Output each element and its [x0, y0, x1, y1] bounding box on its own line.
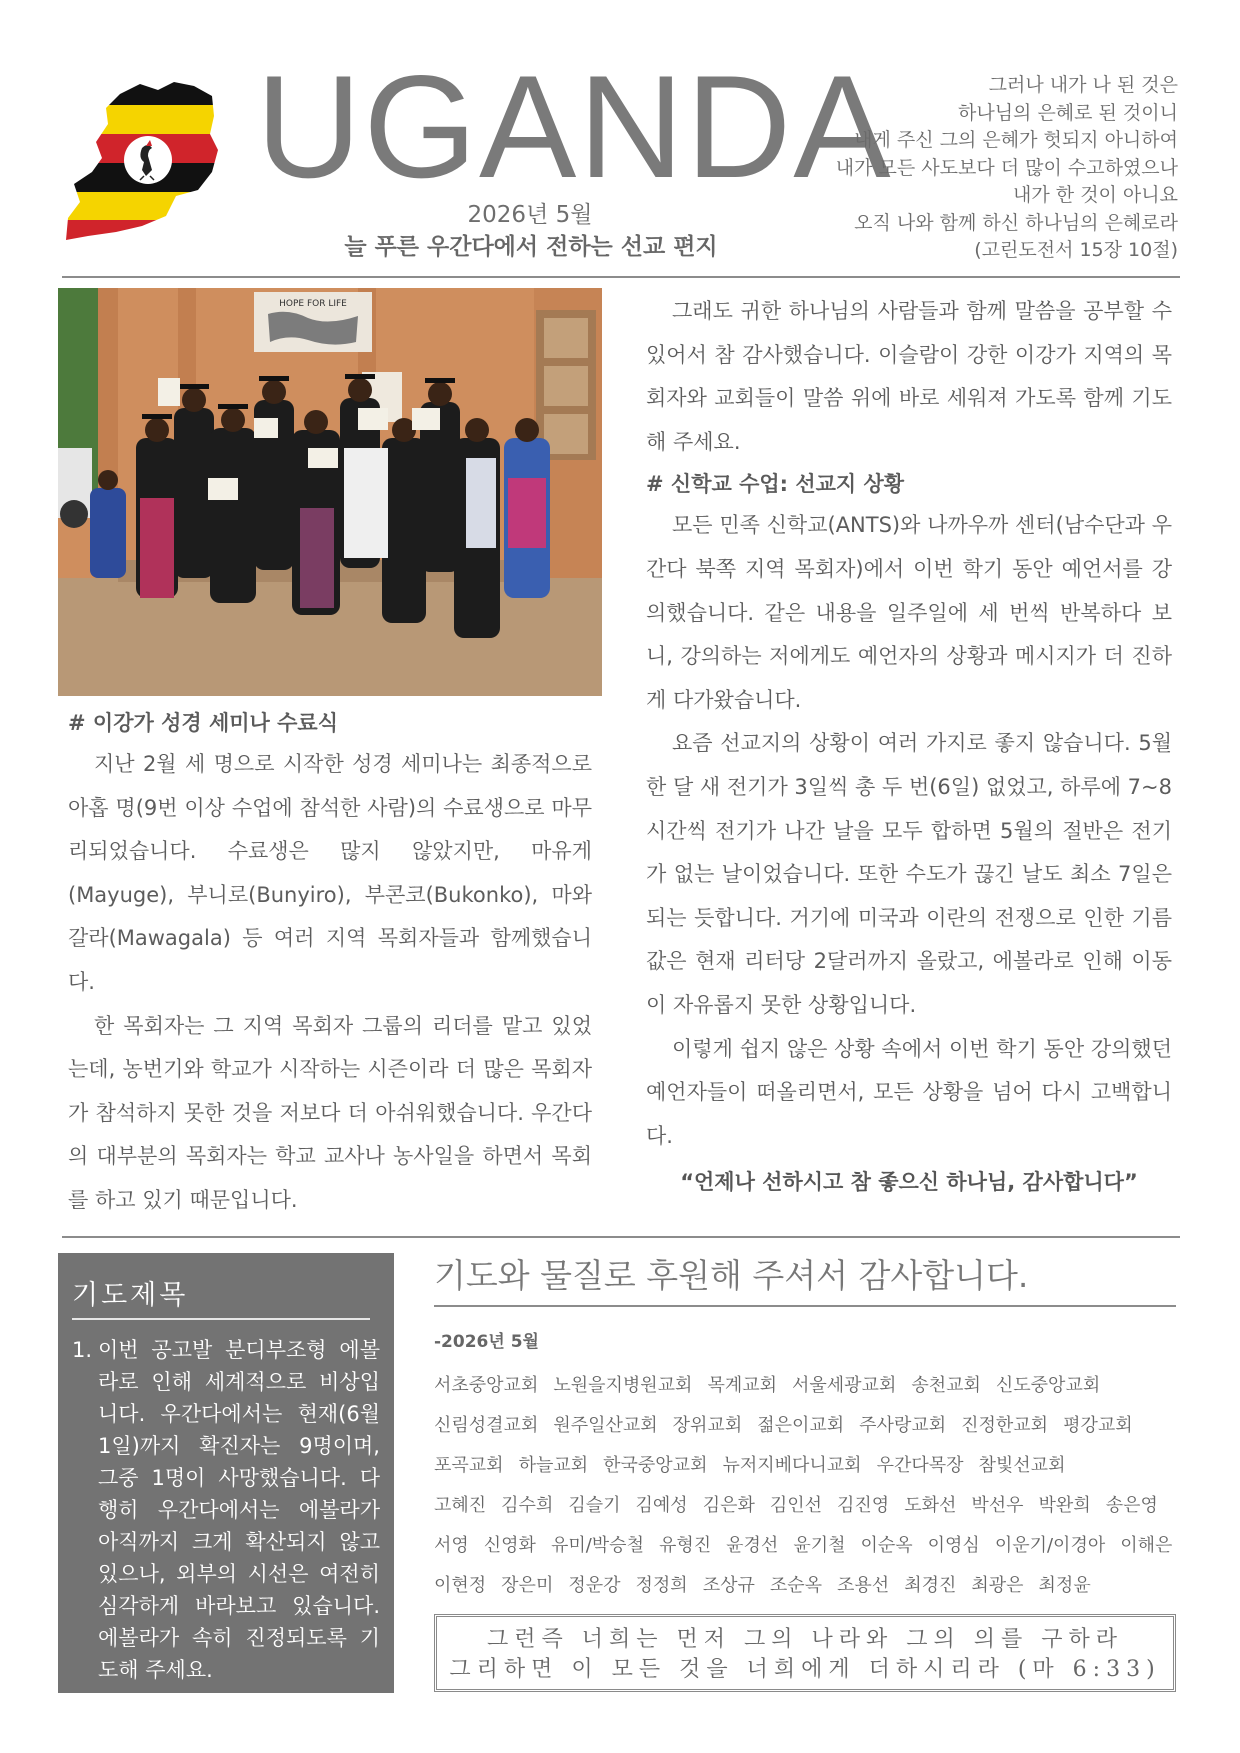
supporter-name: 장위교회 — [672, 1415, 743, 1436]
supporter-name: 목계교회 — [707, 1375, 777, 1396]
supporter-name: 송천교회 — [911, 1375, 981, 1396]
supporter-name: 장은미 — [501, 1575, 554, 1596]
verse-line: 내가 한 것이 아니요 — [1013, 184, 1178, 206]
supporter-name: 정정희 — [635, 1575, 688, 1596]
verse-line: 하나님의 은혜로 된 것이니 — [957, 101, 1178, 124]
supporter-name: 서울세광교회 — [792, 1375, 897, 1396]
header-divider — [62, 276, 1180, 278]
prayer-item-text: 이번 공고발 분디부조형 에볼라로 인해 세계적으로 비상입니다. 우간다에서는 현재(6월 1일)까지 확진자는 9명이며, 그중 1명이 사망했습니다. 다행히 우간다에서는 에볼라가 아직까지 크게 확산되지 않고 있으나, 외부의 시선은 여전히 심각하게 바라보고 있습니다. 에볼라가 속히 진정되도록 기도해 주세요. — [98, 1338, 380, 1682]
section-heading-seminar: # 이강가 성경 세미나 수료식 — [68, 711, 338, 735]
supporters-line — [434, 1526, 1176, 1566]
supporter-name: 이영심 — [927, 1535, 980, 1556]
body-paragraph: 요즘 선교지의 상황이 여러 가지로 좋지 않습니다. 5월 한 달 새 전기가 3일씩 총 두 번(6일) 없었고, 하루에 7~8시간씩 전기가 나간 날을 모두 합하면 5월의 절반은 전기가 없는 날이었습니다. 또한 수도가 끊긴 날도 최소 7일은 되는 듯합니다. 거기에 미국과 이란의 전쟁으로 인한 기름값은 현재 리터당 2달러까지 올랐고, 에볼라로 인해 이동이 자유롭지 못한 상황입니다. — [646, 731, 1172, 1017]
supporter-name: 이해은 — [1120, 1535, 1173, 1556]
supporter-name: 하늘교회 — [518, 1455, 589, 1476]
supporter-name: 젊은이교회 — [757, 1415, 845, 1436]
verse-line: 내가 모든 사도보다 더 많이 수고하였으나 — [835, 156, 1178, 179]
supporter-name: 유미/박승철 — [550, 1535, 644, 1556]
right-column — [646, 290, 1172, 1204]
supporters-section — [434, 1253, 1176, 1606]
supporter-name: 주사랑교회 — [859, 1415, 947, 1436]
photo-sign-text: HOPE FOR LIFE — [279, 299, 347, 309]
issue-date: 2026년 5월 — [467, 202, 593, 228]
supporter-name: 한국중앙교회 — [603, 1455, 708, 1476]
supporter-name: 이현정 — [434, 1575, 487, 1596]
bible-verse-box — [434, 1614, 1176, 1692]
supporter-name: 참빛선교회 — [978, 1455, 1066, 1476]
supporters-title: 기도와 물질로 후원해 주셔서 감사합니다. — [434, 1253, 1176, 1307]
body-paragraph: 그래도 귀한 하나님의 사람들과 함께 말씀을 공부할 수 있어서 참 감사했습니다. 이슬람이 강한 이강가 지역의 목회자와 교회들이 말씀 위에 바로 세워져 가도록 함께 기도해 주세요. — [646, 299, 1172, 454]
supporter-name: 이순옥 — [860, 1535, 913, 1556]
supporter-name: 유형진 — [658, 1535, 712, 1556]
section-heading-seminary: # 신학교 수업: 선교지 상황 — [646, 472, 905, 497]
prayer-request-box — [58, 1253, 394, 1693]
bible-verse-line: 그리하면 이 모든 것을 너희에게 더하시리라 (마 6:33) — [449, 1657, 1161, 1682]
prayer-item — [72, 1334, 384, 1686]
body-paragraph: 한 목회자는 그 지역 목회자 그룹의 리더를 맡고 있었는데, 농번기와 학교가 시작하는 시즌이라 더 많은 목회자가 참석하지 못한 것을 저보다 더 아쉬워했습니다. 우간다의 대부분의 목회자는 학교 교사나 농사일을 하면서 목회를 하고 있기 때문입니다. — [68, 1013, 592, 1212]
supporter-name: 신도중앙교회 — [995, 1375, 1101, 1396]
supporter-name: 최경진 — [904, 1575, 957, 1596]
supporter-name: 김수희 — [501, 1495, 554, 1516]
supporter-name: 김은화 — [702, 1495, 755, 1516]
supporter-name: 서영 — [434, 1535, 469, 1556]
graduation-photo — [58, 288, 602, 696]
supporter-name: 송은영 — [1105, 1495, 1158, 1516]
closing-quote: “언제나 선하시고 참 좋으신 하나님, 감사합니다” — [680, 1170, 1138, 1195]
body-paragraph: 이렇게 쉽지 않은 상황 속에서 이번 학기 동안 강의했던 예언자들이 떠올리면서, 모든 상황을 넘어 다시 고백합니다. — [646, 1036, 1172, 1148]
newsletter-subtitle: 늘 푸른 우간다에서 전하는 선교 편지 — [344, 234, 718, 260]
supporter-name: 신림성결교회 — [434, 1415, 539, 1436]
supporters-date: -2026년 5월 — [434, 1332, 539, 1352]
supporter-name: 우간다목장 — [876, 1455, 964, 1476]
supporter-name: 김예성 — [635, 1495, 688, 1516]
verse-line: 그러나 내가 나 된 것은 — [988, 74, 1178, 96]
bible-verse-line: 그런즉 너희는 먼저 그의 나라와 그의 의를 구하라 — [487, 1627, 1123, 1652]
supporter-name: 윤경선 — [726, 1535, 779, 1556]
supporter-name: 김진영 — [837, 1495, 890, 1516]
supporter-name: 서초중앙교회 — [434, 1375, 539, 1396]
supporters-line — [434, 1446, 1176, 1486]
page-title: UGANDA — [256, 45, 893, 208]
supporter-name: 최광은 — [971, 1575, 1024, 1596]
supporter-name: 신영화 — [483, 1535, 536, 1556]
body-paragraph: 모든 민족 신학교(ANTS)와 나까우까 센터(남수단과 우간다 북쪽 지역 목회자)에서 이번 학기 동안 예언서를 강의했습니다. 같은 내용을 일주일에 세 번씩 반복하다 보니, 강의하는 저에게도 예언자의 상황과 메시지가 더 진하게 다가왔습니다. — [646, 513, 1172, 712]
supporter-name: 도화선 — [904, 1495, 957, 1516]
supporters-line — [434, 1566, 1176, 1606]
supporter-name: 김슬기 — [568, 1495, 621, 1516]
supporter-name: 박선우 — [971, 1495, 1024, 1516]
verse-line: 내게 주신 그의 은혜가 헛되지 아니하여 — [854, 129, 1178, 151]
supporter-name: 윤기철 — [793, 1535, 846, 1556]
supporter-name: 이운기/이경아 — [994, 1535, 1106, 1556]
supporters-line — [434, 1406, 1176, 1446]
supporter-name: 조용선 — [837, 1575, 890, 1596]
supporter-name: 평강교회 — [1063, 1415, 1133, 1436]
supporter-name: 조상규 — [702, 1575, 755, 1596]
supporter-name: 고혜진 — [434, 1495, 487, 1516]
supporter-name: 진정한교회 — [961, 1415, 1049, 1436]
supporter-name: 최정윤 — [1038, 1575, 1091, 1596]
supporter-name: 정운강 — [568, 1575, 621, 1596]
supporters-line — [434, 1366, 1176, 1406]
prayer-item-number: 1. — [72, 1338, 93, 1362]
prayer-title: 기도제목 — [72, 1273, 370, 1320]
supporter-name: 원주일산교회 — [553, 1415, 658, 1436]
supporter-name: 김인선 — [769, 1495, 823, 1516]
supporters-list — [434, 1366, 1176, 1606]
left-column — [68, 703, 592, 1223]
supporter-name: 조순옥 — [769, 1575, 823, 1596]
uganda-flag-map-icon — [62, 76, 234, 248]
supporter-name: 노원을지병원교회 — [553, 1375, 693, 1396]
supporter-name: 포곡교회 — [434, 1455, 504, 1476]
body-paragraph: 지난 2월 세 명으로 시작한 성경 세미나는 최종적으로 아홉 명(9번 이상 수업에 참석한 사람)의 수료생으로 마무리되었습니다. 수료생은 많지 않았지만, 마유게(Mayuge), 부니로(Bunyiro), 부콘코(Bukonko), 마와갈라(Mawagala) 등 여러 지역 목회자들과 함께했습니다. — [68, 752, 592, 994]
header-verse — [758, 72, 1178, 265]
section-divider — [62, 1236, 1180, 1238]
supporter-name: 뉴저지베다니교회 — [722, 1455, 862, 1476]
verse-reference: (고린도전서 15장 10절) — [974, 239, 1178, 261]
verse-line: 오직 나와 함께 하신 하나님의 은혜로라 — [854, 211, 1178, 234]
supporter-name: 박완희 — [1038, 1495, 1091, 1516]
supporters-line — [434, 1486, 1176, 1526]
